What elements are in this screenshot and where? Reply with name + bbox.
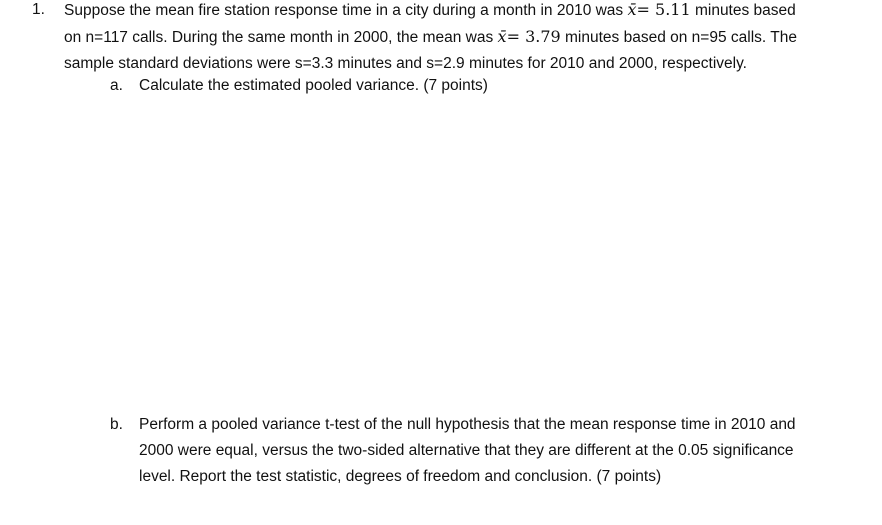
part-a-label: a.	[110, 77, 123, 94]
question-line-2	[64, 24, 864, 51]
part-b-line-1: Perform a pooled variance t-test of the null hypothesis that the mean response time in 2010 and	[139, 416, 796, 433]
question-line-1-text: Suppose the mean fire station response time in a city during a month in 2010 was	[64, 2, 628, 19]
question-line-1-tail: minutes based	[690, 2, 796, 19]
mean-2010-value: = 5.11	[636, 0, 691, 19]
part-b-text	[139, 412, 869, 490]
question-line-2-tail: minutes based on n=95 calls. The	[560, 29, 797, 46]
xbar-symbol: x̄	[627, 0, 637, 19]
part-b-line-3: level. Report the test statistic, degrees of freedom and conclusion. (7 points)	[139, 468, 662, 485]
mean-2000-value: = 3.79	[506, 27, 561, 46]
part-a-text: Calculate the estimated pooled variance. (7 points)	[139, 77, 488, 94]
question-number: 1.	[32, 1, 45, 18]
question-text	[64, 0, 864, 77]
question-line-1	[64, 0, 864, 24]
xbar-symbol: x̄	[497, 27, 507, 46]
part-b-label: b.	[110, 416, 123, 433]
question-line-2-text: on n=117 calls. During the same month in 2000, the mean was	[64, 29, 498, 46]
question-line-3: sample standard deviations were s=3.3 minutes and s=2.9 minutes for 2010 and 2000, respectively.	[64, 55, 747, 72]
part-b-line-2: 2000 were equal, versus the two-sided alternative that they are different at the 0.05 significance	[139, 442, 794, 459]
